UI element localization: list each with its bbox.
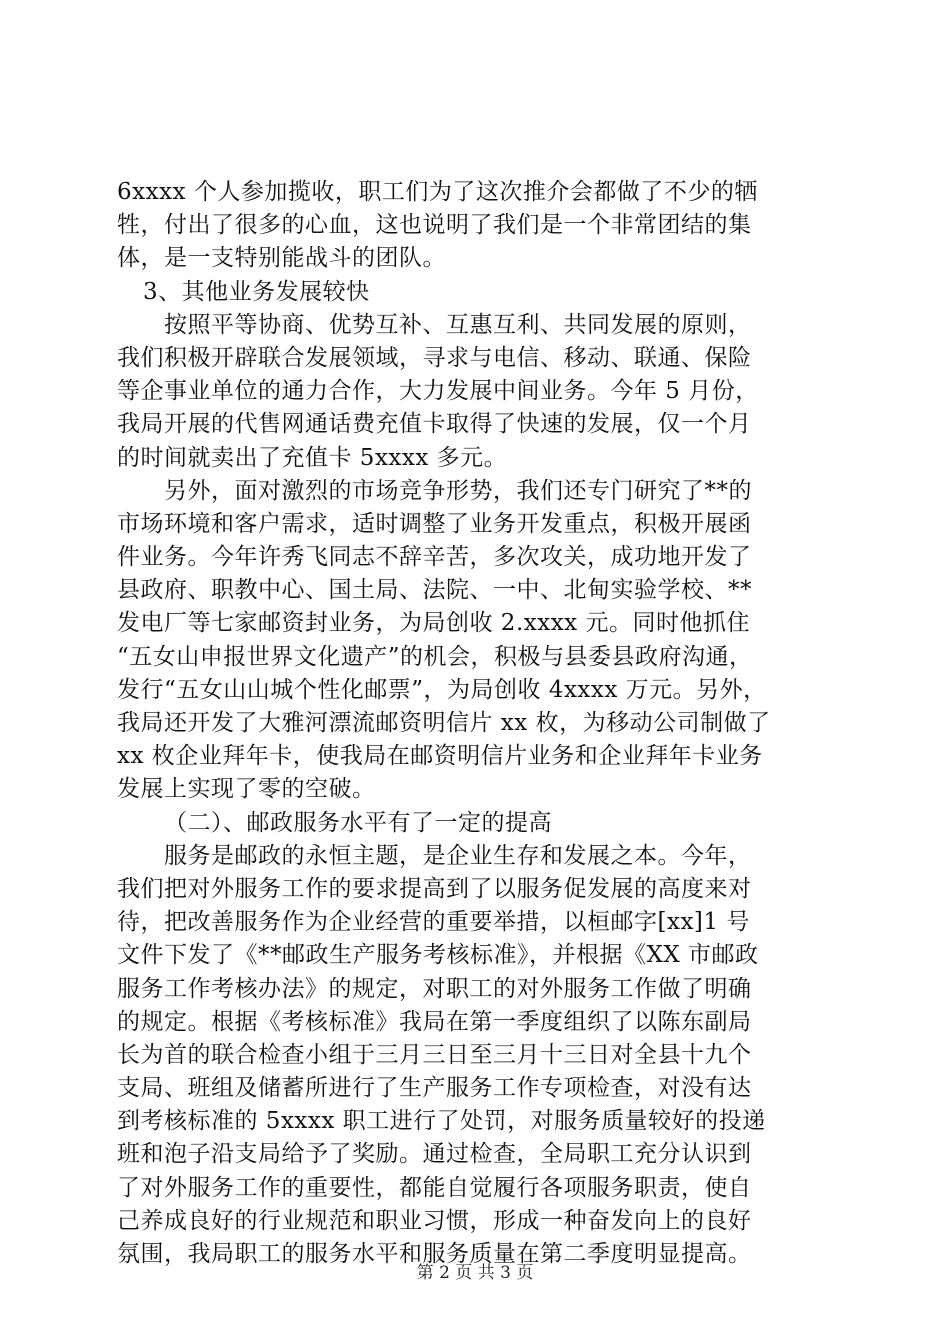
text-line: 长为首的联合检查小组于三月三日至三月十三日对全县十九个 (117, 1041, 752, 1068)
text-line: 班和泡子沿支局给予了奖励。通过检查，全局职工充分认识到 (117, 1141, 752, 1168)
text-line: 的规定。根据《考核标准》我局在第一季度组织了以陈东副局 (117, 1008, 752, 1035)
text-line: 待，把改善服务作为企业经营的重要举措，以桓邮字[xx]1 号 (117, 909, 750, 936)
text-line: 服务工作考核办法》的规定，对职工的对外服务工作做了明确 (117, 975, 752, 1002)
text-line: 按照平等协商、优势互补、互惠互利、共同发展的原则， (164, 311, 752, 338)
text-line: （二）、邮政服务水平有了一定的提高 (164, 809, 552, 836)
text-line: 发电厂等七家邮资封业务，为局创收 2.xxxx 元。同时他抓住 (117, 610, 750, 637)
page-footer: 第 2 页 共 3 页 (416, 1263, 534, 1283)
text-line: 发行“五女山山城个性化邮票”，为局创收 4xxxx 万元。另外， (117, 676, 767, 703)
text-line: xx 枚企业拜年卡，使我局在邮资明信片业务和企业拜年卡业务 (117, 743, 763, 770)
text-line: 文件下发了《**邮政生产服务考核标准》，并根据《XX 市邮政 (117, 942, 759, 969)
text-line: 我们把对外服务工作的要求提高到了以服务促发展的高度来对 (117, 875, 752, 902)
text-line: 到考核标准的 5xxxx 职工进行了处罚，对服务质量较好的投递 (117, 1108, 766, 1135)
text-line: 体，是一支特别能战斗的团队。 (117, 245, 446, 272)
document-body (117, 176, 829, 1271)
text-line: “五女山申报世界文化遗产”的机会，积极与县委县政府沟通， (117, 643, 753, 670)
text-line: 的时间就卖出了充值卡 5xxxx 多元。 (117, 444, 508, 471)
text-line: 市场环境和客户需求，适时调整了业务开发重点，积极开展函 (117, 510, 752, 537)
text-line: 服务是邮政的永恒主题，是企业生存和发展之本。今年， (164, 842, 752, 869)
text-line: 等企事业单位的通力合作，大力发展中间业务。今年 5 月份， (117, 378, 759, 405)
text-line: 另外，面对激烈的市场竞争形势，我们还专门研究了**的 (164, 477, 752, 504)
text-line: 3、其他业务发展较快 (143, 278, 370, 305)
text-line: 我局还开发了大雅河漂流邮资明信片 xx 枚，为移动公司制做了 (117, 710, 771, 736)
text-line: 我局开展的代售网通话费充值卡取得了快速的发展，仅一个月 (117, 411, 752, 438)
text-line: 支局、班组及储蓄所进行了生产服务工作专项检查，对没有达 (117, 1075, 752, 1102)
text-line: 县政府、职教中心、国土局、法院、一中、北甸实验学校、** (117, 577, 752, 604)
text-line: 件业务。今年许秀飞同志不辞辛苦，多次攻关，成功地开发了 (117, 544, 752, 571)
text-line: 发展上实现了零的空破。 (117, 776, 376, 803)
text-line: 6xxxx 个人参加揽收，职工们为了这次推介会都做了不少的牺 (117, 179, 758, 205)
text-line: 己养成良好的行业规范和职业习惯，形成一种奋发向上的良好 (117, 1207, 752, 1234)
text-line: 了对外服务工作的重要性，都能自觉履行各项服务职责，使自 (117, 1174, 752, 1201)
text-line: 氛围，我局职工的服务水平和服务质量在第二季度明显提高。 (117, 1241, 752, 1267)
text-line: 我们积极开辟联合发展领域，寻求与电信、移动、联通、保险 (117, 344, 752, 371)
text-line: 牲，付出了很多的心血，这也说明了我们是一个非常团结的集 (117, 212, 752, 239)
